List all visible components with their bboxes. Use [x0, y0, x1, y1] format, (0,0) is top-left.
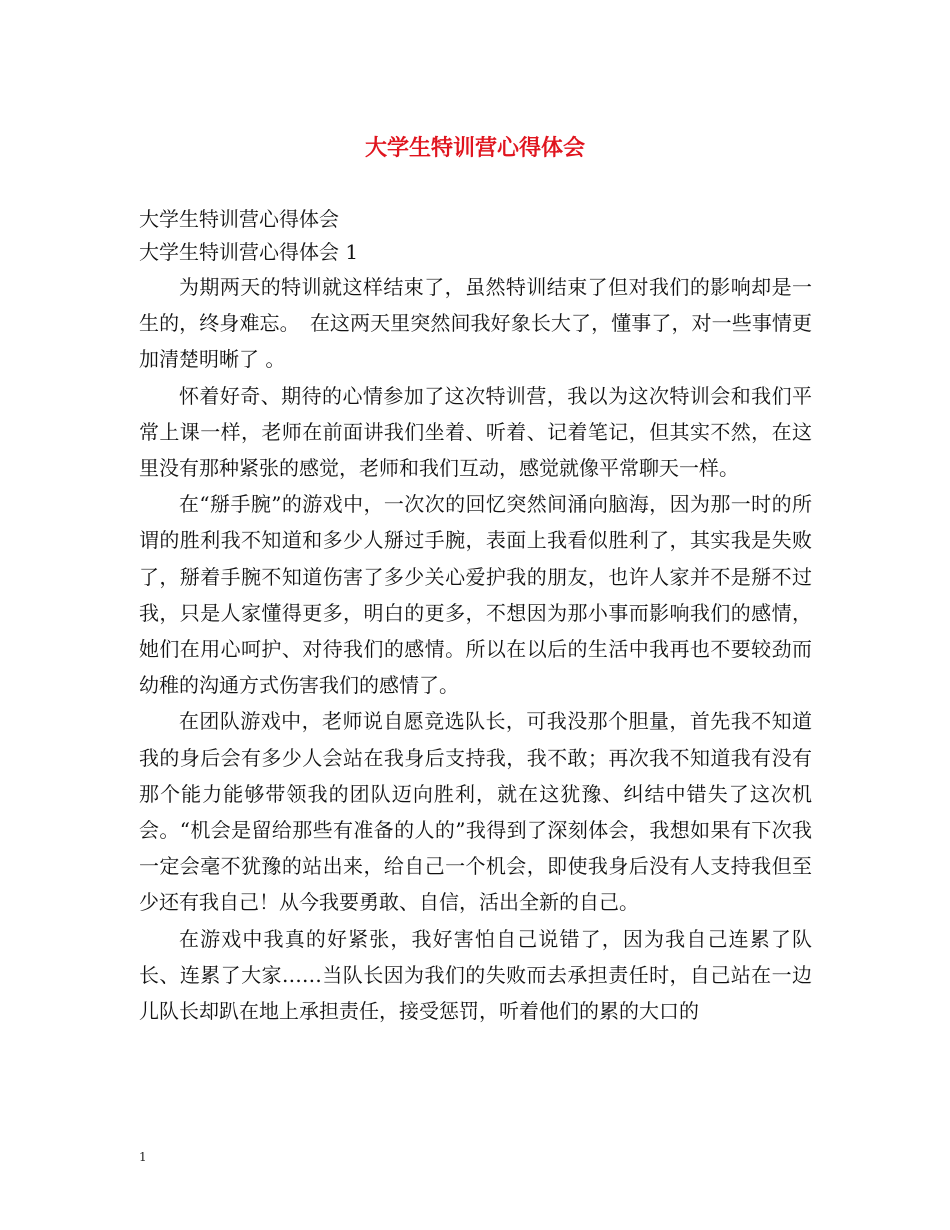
paragraph: 在团队游戏中，老师说自愿竞选队长，可我没那个胆量，首先我不知道我的身后会有多少人会站在我身后支持我，我不敢；再次我不知道我有没有那个能力能够带领我的团队迈向胜利，就在这犹豫、纠结中错失了这次机会。“机会是留给那些有准备的人的”我得到了深刻体会，我想如果有下次我一定会毫不犹豫的站出来，给自己一个机会，即使我身后没有人支持我但至少还有我自己！从今我要勇敢、自信，活出全新的自己。: [139, 709, 812, 915]
page-number: 1: [139, 1150, 147, 1164]
paragraph: 怀着好奇、期待的心情参加了这次特训营，我以为这次特训会和我们平常上课一样，老师在前面讲我们坐着、听着、记着笔记，但其实不然，在这里没有那种紧张的感觉，老师和我们互动，感觉就像平常聊天一样。: [139, 383, 812, 481]
document-title: 大学生特训营心得体会: [364, 135, 585, 161]
subheading-line: 大学生特训营心得体会 1: [139, 240, 359, 264]
paragraph: 为期两天的特训就这样结束了，虽然特训结束了但对我们的影响却是一生的，终身难忘。 在这两天里突然间我好象长大了，懂事了，对一些事情更加清楚明晰了 。: [139, 275, 812, 372]
document-body: [139, 203, 812, 1029]
heading-line: 大学生特训营心得体会: [139, 207, 339, 231]
paragraph: 在“掰手腕”的游戏中，一次次的回忆突然间涌向脑海，因为那一时的所谓的胜利我不知道和多少人掰过手腕，表面上我看似胜利了，其实我是失败了，掰着手腕不知道伤害了多少关心爱护我的朋友，也许人家并不是掰不过我，只是人家懂得更多，明白的更多，不想因为那小事而影响我们的感情，她们在用心呵护、对待我们的感情。所以在以后的生活中我再也不要较劲而幼稚的沟通方式伤害我们的感情了。: [139, 492, 812, 698]
paragraph: 在游戏中我真的好紧张，我好害怕自己说错了，因为我自己连累了队长、连累了大家……当队长因为我们的失败而去承担责任时，自己站在一边儿队长却趴在地上承担责任，接受惩罚，听着他们的累的大口的: [139, 926, 812, 1024]
